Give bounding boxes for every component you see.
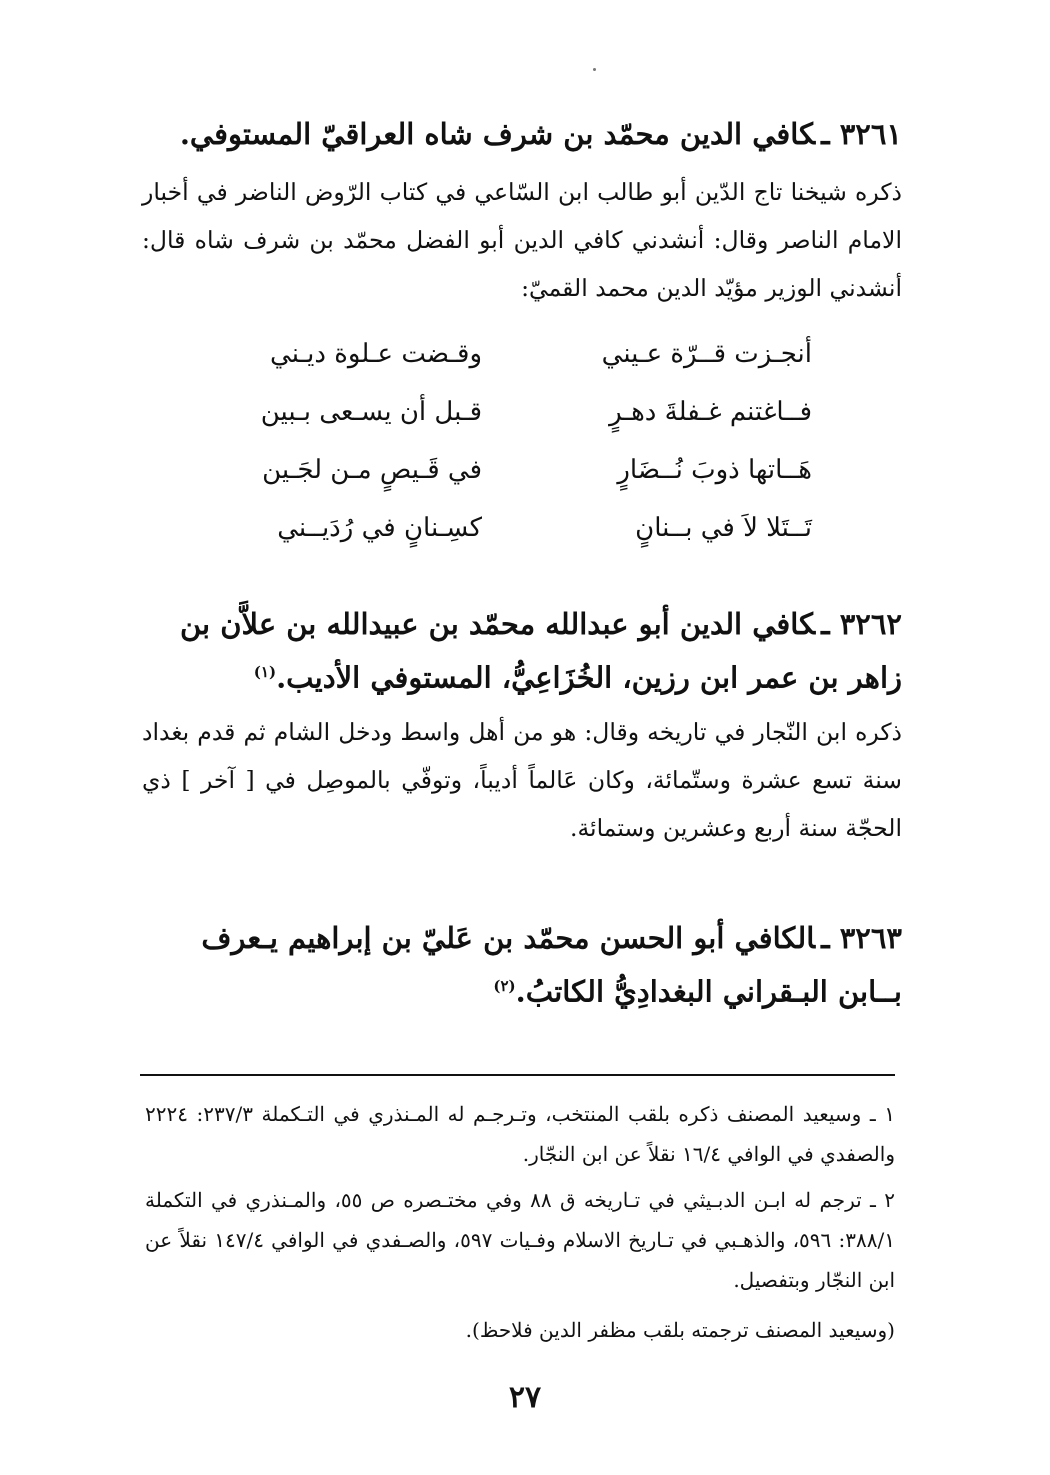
poem-hemistich-first: أنجـزت قــرّة عـيني [601, 339, 812, 369]
page-number: ٢٧ [508, 1380, 542, 1415]
footnote-ref-1: (١) [253, 663, 277, 681]
entry-3261-heading-text: كافي الدين محمّد بن شرف شاه العراقيّ المستوفي. [179, 117, 816, 151]
poem-row [212, 446, 812, 504]
poem-hemistich-first: تَــتَلا لاَ في بــنانٍ [635, 513, 812, 543]
entry-3261-paragraph: ذكره شيخنا تاج الدّين أبو طالب ابن السّاعي في كتاب الرّوض الناضر في أخبار الامام الناصر وقال: أنشدني كافي الدين أبو الفضل محمّد بن شرف شاه قال: أنشدني الوزير مؤيّد الدين محمد القميّ: [142, 178, 902, 302]
footnote-3: (وسيعيد المصنف ترجمته بلقب مظفر الدين فلاحظ). [465, 1318, 895, 1342]
footnote-2: ٢ ـ ترجم له ابـن الدبـيثي في تـاريخه ق ٨٨ وفي مختـصره ص ٥٥، والمـنذري في التكملة ٣٨٨/١: ٥٩٦، والذهـبي في تـاريخ الاسلام وفـيات ٥٩٧، والصـفدي في الوافي ١٤٧/٤ نقلاً عن ابن النجّار وبتفصيل. [145, 1188, 895, 1292]
poem-hemistich-second: وقـضت عـلوة ديـني [270, 339, 482, 369]
entry-3262-heading-text: كافي الدين أبو عبدالله محمّد بن عبيدالله بن علاَّن بن زاهر بن عمر ابن رزين، الخُزَاعِيُّ، المستوفي الأديب. [179, 607, 902, 695]
poem-hemistich-first: فــاغتنم غـفلةَ دهـرٍ [609, 397, 812, 427]
footnote-separator [140, 1074, 895, 1076]
entry-3261-number: ٣٢٦١ ـ [821, 117, 902, 151]
entry-3263-heading [142, 914, 902, 1016]
poem-hemistich-second: قـبل أن يسـعى بـبين [260, 397, 482, 427]
poem-hemistich-first: هَــاتها ذوبَ نُــضَارٍ [617, 455, 812, 485]
entry-3263-number: ٣٢٦٣ ـ [821, 921, 902, 955]
poem-row [212, 504, 812, 562]
entry-3262-number: ٣٢٦٢ ـ [821, 607, 902, 641]
poem-hemistich-second: كسِـنانٍ في رُدَيــني [277, 513, 482, 543]
entry-3263-heading-text: الكافي أبو الحسن محمّد بن عَليّ بن إبراهيم يـعرف بــابن البـقراني البغدادِيُّ الكاتبُ. [201, 921, 902, 1009]
top-dot-mark [593, 68, 596, 71]
entry-3262-paragraph: ذكره ابن النّجار في تاريخه وقال: هو من أهل واسط ودخل الشام ثم قدم بغداد سنة تسع عشرة وستّمائة، وكان عَالماً أديباً، وتوفّي بالموصِل في [ آخر ] ذي الحجّة سنة أربع وعشرين وستمائة. [142, 718, 902, 842]
entry-3261-heading [142, 110, 902, 158]
entry-3262-heading [142, 600, 902, 702]
poem [212, 330, 812, 562]
footnote-ref-2: (٢) [493, 977, 516, 995]
poem-row [212, 330, 812, 388]
poem-hemistich-second: في قَـيصٍ مـن لجَـين [262, 455, 482, 485]
poem-row [212, 388, 812, 446]
footnote-1: ١ ـ وسيعيد المصنف ذكره بلقب المنتخب، وتـرجـم له المـنذري في التـكملة ٢٣٧/٣: ٢٢٢٤ والصفدي في الوافي ١٦/٤ نقلاً عن ابن النجّار. [145, 1102, 895, 1166]
